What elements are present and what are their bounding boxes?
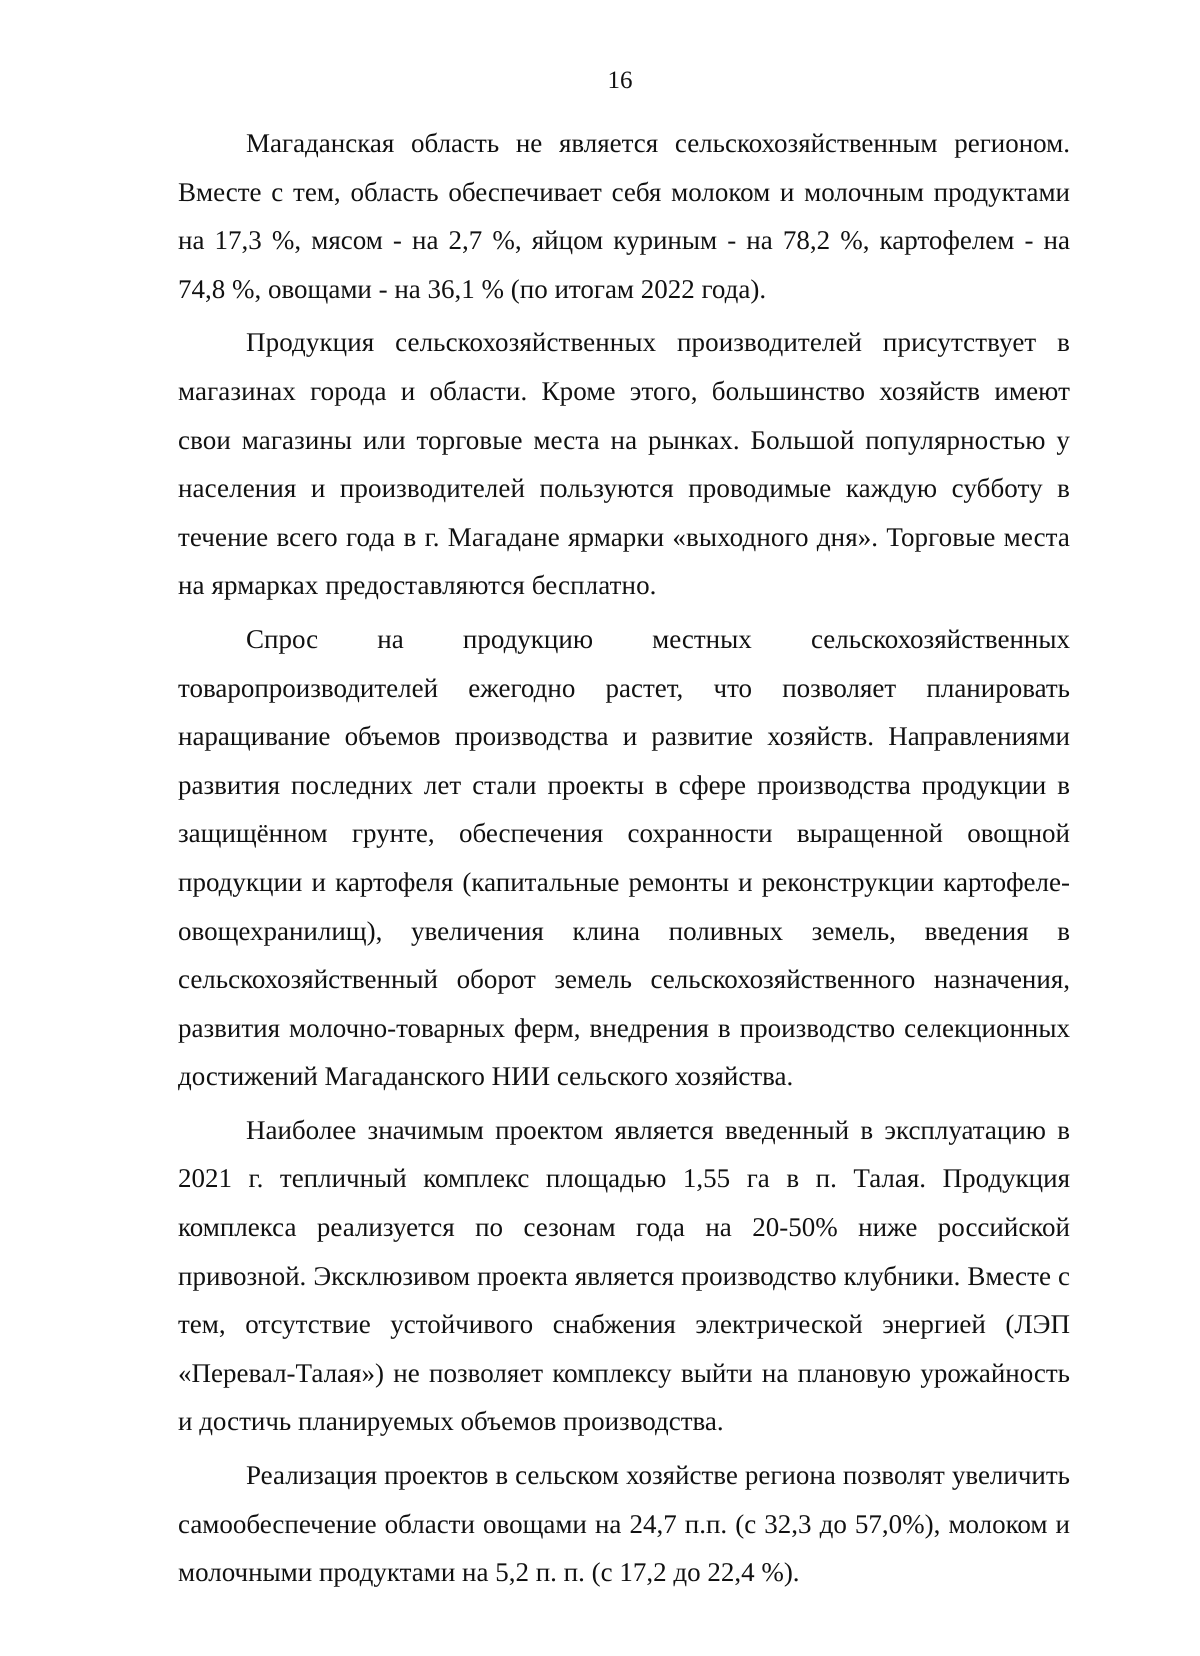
- paragraph-development-directions: Спрос на продукцию местных сельскохозяйственных товаропроизводителей ежегодно растет, что позволяет планировать наращивание объемов производства и развитие хозяйств. Направлениями развития последних лет стали проекты в сфере производства продукции в защищённом грунте, обеспечения сохранности выращенной овощной продукции и картофеля (капитальные ремонты и реконструкции картофеле-овощехранилищ), увеличения клина поливных земель, введения в сельскохозяйственный оборот земель сельскохозяйственного назначения, развития молочно-товарных ферм, внедрения в производство селекционных достижений Магаданского НИИ сельского хозяйства.: [178, 623, 1070, 1092]
- page-number: 16: [607, 67, 633, 94]
- paragraph-project-outcomes: Реализация проектов в сельском хозяйстве региона позволят увеличить самообеспечение области овощами на 24,7 п.п. (с 32,3 до 57,0%), молоком и молочными продуктами на 5,2 п. п. (с 17,2 до 22,4 %).: [178, 1460, 1070, 1588]
- document-body: [178, 119, 1070, 1597]
- paragraph-markets: Продукция сельскохозяйственных производителей присутствует в магазинах города и области. Кроме этого, большинство хозяйств имеют свои магазины или торговые места на рынках. Большой популярностью у населения и производителей пользуются проводимые каждую субботу в течение всего года в г. Магадане ярмарки «выходного дня». Торговые места на ярмарках предоставляются бесплатно.: [178, 327, 1070, 601]
- paragraph-self-sufficiency: Магаданская область не является сельскохозяйственным регионом. Вместе с тем, область обеспечивает себя молоком и молочным продуктами на 17,3 %, мясом - на 2,7 %, яйцом куриным - на 78,2 %, картофелем - на 74,8 %, овощами - на 36,1 % (по итогам 2022 года).: [178, 128, 1070, 304]
- paragraph-greenhouse-project: Наиболее значимым проектом является введенный в эксплуатацию в 2021 г. тепличный комплекс площадью 1,55 га в п. Талая. Продукция комплекса реализуется по сезонам года на 20-50% ниже российской привозной. Эксклюзивом проекта является производство клубники. Вместе с тем, отсутствие устойчивого снабжения электрической энергией (ЛЭП «Перевал-Талая») не позволяет комплексу выйти на плановую урожайность и достичь планируемых объемов производства.: [178, 1114, 1070, 1437]
